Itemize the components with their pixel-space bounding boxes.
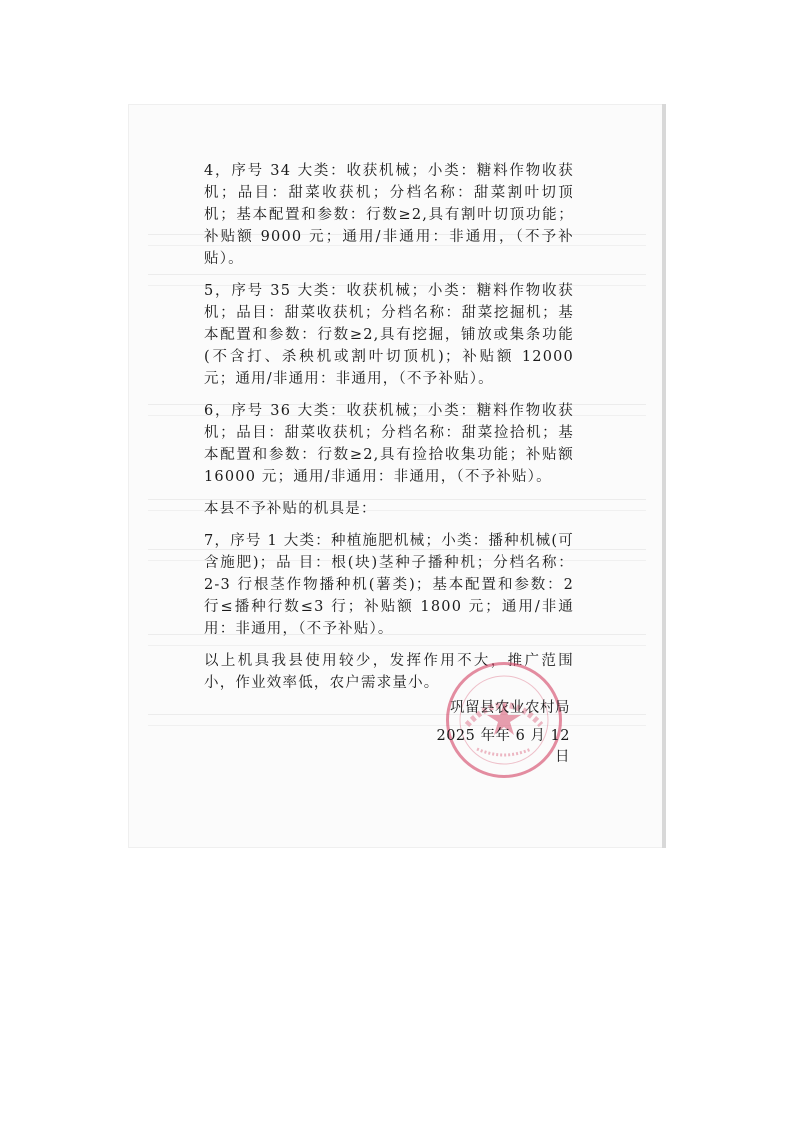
issue-date: 2025 年年 6 月 12 日 bbox=[436, 728, 570, 765]
paragraph-item-6: 6，序号 36 大类：收获机械；小类：糖料作物收获机；品目：甜菜收获机；分档名称：甜菜捡拾机；基本配置和参数：行数≥2,具有捡拾收集功能；补贴额 16000 元；通用/非通用：非通用，（不予补贴）。 bbox=[204, 403, 574, 485]
paragraph-item-7: 7，序号 1 大类：种植施肥机械；小类：播种机械(可含施肥)；品 目：根(块)茎种子播种机；分档名称：2-3 行根茎作物播种机(薯类)；基本配置和参数：2 行≤播种行数≤3 行；补贴额 1800 元；通用/非通用：非通用，（不予补贴）。 bbox=[204, 533, 574, 637]
document-body bbox=[204, 160, 574, 704]
issuing-organization: 巩留县农业农村局 bbox=[450, 700, 570, 716]
section-heading: 本县不予补贴的机具是： bbox=[204, 501, 377, 517]
conclusion-paragraph: 以上机具我县使用较少，发挥作用不大，推广范围小，作业效率低，农户需求量小。 bbox=[204, 653, 574, 691]
paragraph-item-4: 4，序号 34 大类：收获机械；小类：糖料作物收获机；品目：甜菜收获机；分档名称：甜菜割叶切顶机；基本配置和参数：行数≥2,具有割叶切顶功能；补贴额 9000 元；通用/非通用：非通用，（不予补贴）。 bbox=[204, 163, 574, 267]
page-edge bbox=[662, 104, 666, 848]
paragraph-item-5: 5，序号 35 大类：收获机械；小类：糖料作物收获机；品目：甜菜收获机；分档名称：甜菜挖掘机；基本配置和参数：行数≥2,具有挖掘，铺放或集条功能(不含打、杀秧机或割叶切顶机)；补贴额 12000 元；通用/非通用：非通用，（不予补贴）。 bbox=[204, 283, 574, 387]
bleed-through-line bbox=[148, 714, 646, 726]
